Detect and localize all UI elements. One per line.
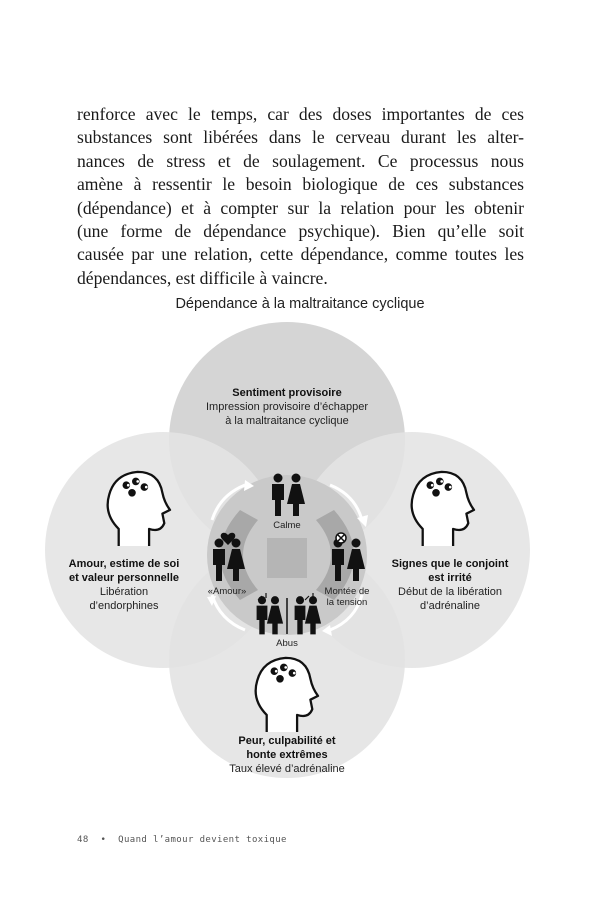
cycle-label-love: «Amour» <box>207 586 247 597</box>
paragraph-line: amène à ressentir le besoin biologique de ces substances <box>77 174 524 195</box>
paragraph-line: causée par une relation, cette dépendance, comme toutes les <box>77 244 524 265</box>
bottom-heading: honte extrêmes <box>246 749 328 761</box>
left-heading: Amour, estime de soi <box>68 558 180 570</box>
bottom-heading: Peur, culpabilité et <box>238 735 336 747</box>
right-heading: Signes que le conjoint <box>391 558 509 570</box>
page-number: 48 <box>77 835 89 845</box>
left-description: d’endorphines <box>89 600 159 612</box>
right-description: Début de la libération <box>398 586 502 598</box>
bottom-description: Taux élevé d’adrénaline <box>229 763 345 775</box>
footer-separator: • <box>100 835 107 845</box>
right-heading: est irrité <box>428 572 472 584</box>
cycle-label-tension: la tension <box>326 597 368 608</box>
paragraph-line: renforce avec le temps, car des doses importantes de ces <box>77 104 524 124</box>
cycle-label-abuse: Abus <box>276 638 298 649</box>
diagram-title: Dépendance à la maltraitance cyclique <box>175 296 425 312</box>
page-footer <box>77 835 287 845</box>
paragraph-line: (une forme de dépendance psychique). Bien qu’elle soit <box>77 221 524 242</box>
center-square <box>267 538 307 578</box>
paragraph-line: dépendances, est difficile à vaincre. <box>77 267 328 288</box>
cycle-label-calm: Calme <box>273 520 301 531</box>
left-heading: et valeur personnelle <box>68 572 180 584</box>
paragraph-line: substances sont libérées dans le cerveau durant les alter- <box>77 127 524 148</box>
right-description: d’adrénaline <box>420 600 480 612</box>
cycle-label-tension: Montée de <box>324 586 370 597</box>
left-description: Libération <box>99 586 149 598</box>
top-description: à la maltraitance cyclique <box>225 415 349 427</box>
top-description: Impression provisoire d’échapper <box>205 401 369 413</box>
book-title: Quand l’amour devient toxique <box>118 835 287 845</box>
paragraph-line: nances de stress et de soulagement. Ce processus nous <box>77 150 524 171</box>
paragraph-line: (dépendance) et à compter sur la relation pour les obtenir <box>77 197 524 218</box>
top-heading: Sentiment provisoire <box>232 387 342 399</box>
